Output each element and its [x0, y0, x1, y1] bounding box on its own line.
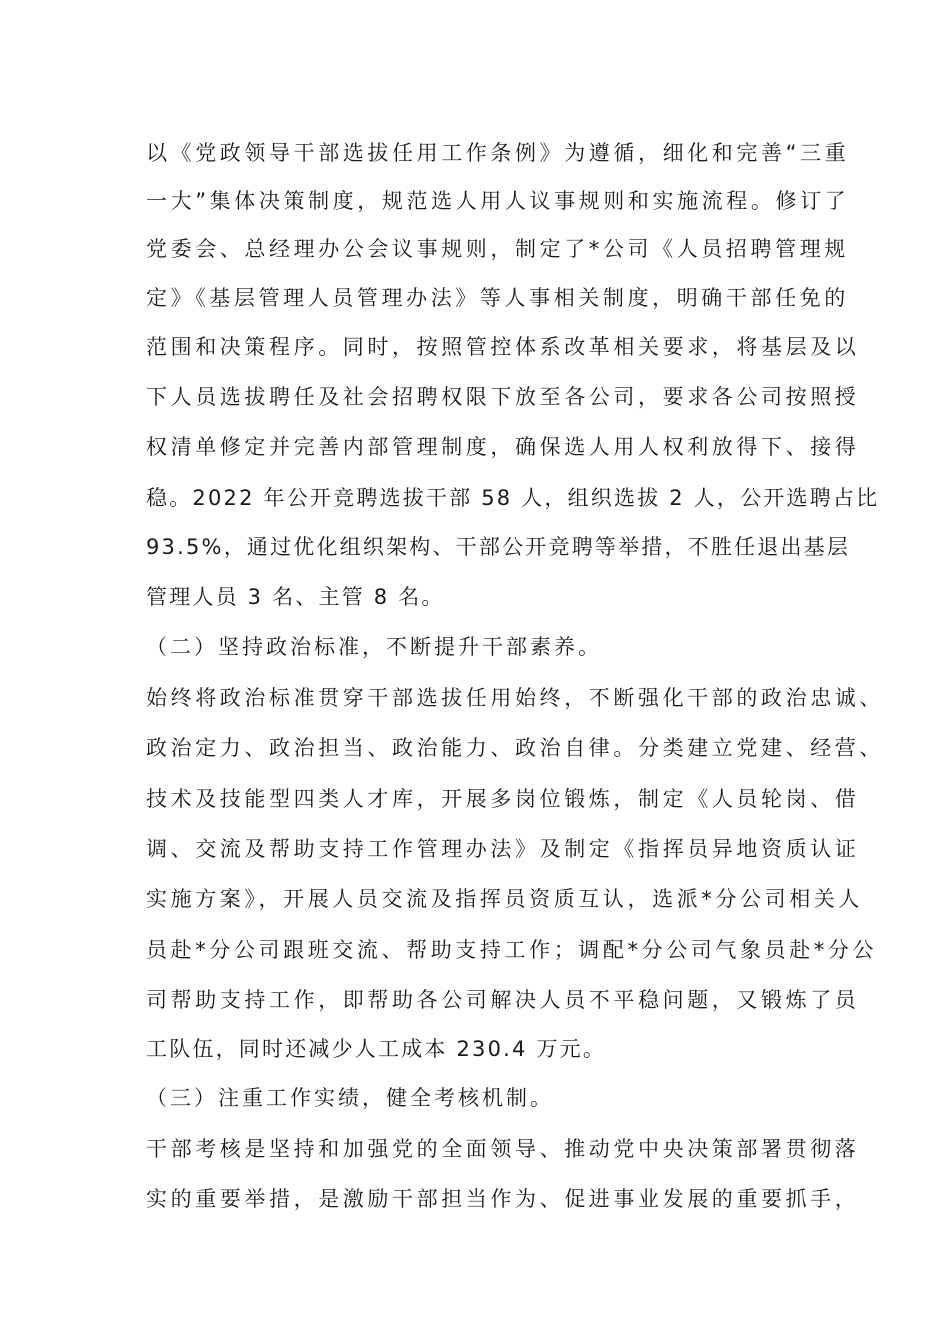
section-heading: （二）坚持政治标准，不断提升干部素养。 — [146, 635, 602, 659]
text-line: 实施方案》，开展人员交流及指挥员资质互认，选派*分公司相关人 — [146, 887, 863, 911]
text-line: 司帮助支持工作，即帮助各公司解决人员不平稳问题，又锻炼了员 — [146, 988, 860, 1012]
text-line: 稳。2022 年公开竞聘选拔干部 58 人，组织选拔 2 人，公开选聘占比 — [146, 486, 880, 510]
text-line: 以《党政领导干部选拔任用工作条例》为遵循，细化和完善“三重 — [146, 141, 850, 165]
text-line: 一大”集体决策制度，规范选人用人议事规则和实施流程。修订了 — [146, 189, 850, 213]
text-line: 政治定力、政治担当、政治能力、政治自律。分类建立党建、经营、 — [146, 736, 884, 760]
text-line: 下人员选拔聘任及社会招聘权限下放至各公司，要求各公司按照授 — [146, 385, 860, 409]
text-line: 工队伍，同时还减少人工成本 230.4 万元。 — [146, 1037, 607, 1061]
text-line: 技术及技能型四类人才库，开展多岗位锻炼，制定《人员轮岗、借 — [146, 787, 860, 811]
text-line: 党委会、总经理办公会议事规则，制定了*公司《人员招聘管理规 — [146, 237, 849, 261]
text-line: 管理人员 3 名、主管 8 名。 — [146, 585, 445, 609]
text-line: 93.5%，通过优化组织架构、干部公开竞聘等举措，不胜任退出基层 — [146, 535, 851, 559]
text-line: 范围和决策程序。同时，按照管控体系改革相关要求，将基层及以 — [146, 335, 860, 359]
text-line: 员赴*分公司跟班交流、帮助支持工作；调配*分公司气象员赴*分公 — [146, 938, 878, 962]
text-line: 干部考核是坚持和加强党的全面领导、推动党中央决策部署贯彻落 — [146, 1137, 860, 1161]
section-heading: （三）注重工作实绩，健全考核机制。 — [146, 1086, 554, 1110]
text-line: 权清单修定并完善内部管理制度，确保选人用人权利放得下、接得 — [146, 435, 860, 459]
text-line: 调、交流及帮助支持工作管理办法》及制定《指挥员异地资质认证 — [146, 837, 860, 861]
text-line: 定》《基层管理人员管理办法》等人事相关制度，明确干部任免的 — [146, 286, 849, 310]
text-line: 始终将政治标准贯穿干部选拔任用始终，不断强化干部的政治忠诚、 — [146, 686, 884, 710]
text-line: 实的重要举措，是激励干部担当作为、促进事业发展的重要抓手， — [146, 1187, 860, 1211]
